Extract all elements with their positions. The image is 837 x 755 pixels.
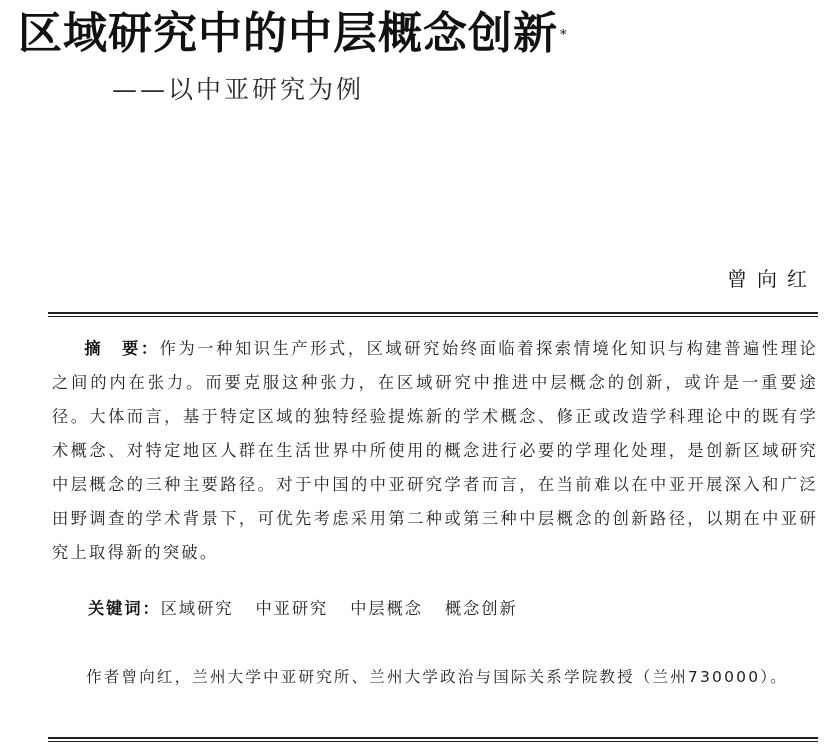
keywords-label: 关键词： [88, 599, 161, 618]
title-footnote-mark: * [560, 28, 568, 43]
keyword-item: 概念创新 [445, 599, 518, 618]
author-name: 曾向红 [727, 267, 817, 291]
article-title [18, 6, 568, 62]
keyword-item: 区域研究 [160, 599, 234, 618]
abstract-bottom-rule [48, 737, 818, 742]
abstract-text: 作为一种知识生产形式，区域研究始终面临着探索情境化知识与构建普遍性理论之间的内在张力。而要克服这种张力，在区域研究中推进中层概念的创新，或许是一重要途径。大体而言，基于特定区域的独特经验提炼新的学术概念、修正或改造学科理论中的既有学术概念、对特定地区人群在生活世界中所使用的概念进行必要的学理化处理，是创新区域研究中层概念的三种主要路径。对于中国的中亚研究学者而言，在当前难以在中亚开展深入和广泛田野调查的学术背景下，可优先考虑采用第二种或第三种中层概念的创新路径，以期在中亚研究上取得新的突破。 [52, 339, 818, 562]
abstract-paragraph [52, 332, 818, 570]
article-title-text: 区域研究中的中层概念创新 [18, 8, 558, 59]
author-affiliation-note: 作者曾向红，兰州大学中亚研究所、兰州大学政治与国际关系学院教授（兰州730000）。 [86, 668, 788, 686]
keywords-line [88, 594, 540, 624]
abstract-top-rule [48, 312, 818, 317]
abstract-label: 摘 要： [84, 339, 160, 358]
keyword-item: 中亚研究 [255, 599, 329, 618]
article-subtitle: ——以中亚研究为例 [112, 75, 365, 104]
keyword-item: 中层概念 [350, 599, 423, 618]
